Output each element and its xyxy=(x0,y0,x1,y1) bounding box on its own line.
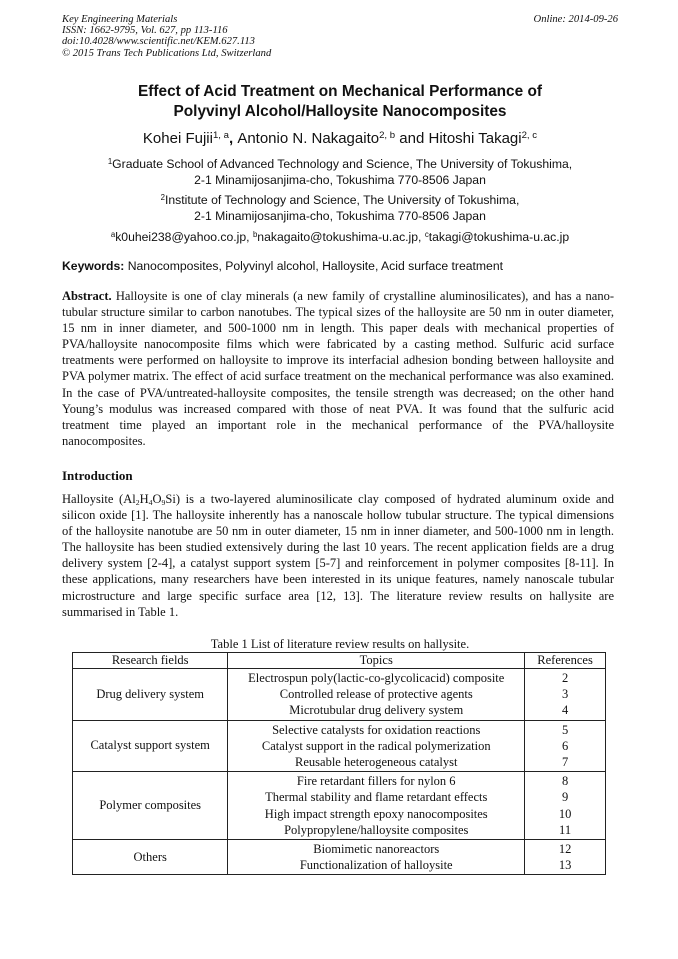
topic-item: Electrospun poly(lactic-co-glycolicacid) composite xyxy=(248,671,505,685)
author-name: Antonio N. Nakagaito xyxy=(237,130,380,147)
email-separator: , xyxy=(246,230,253,244)
formula-element: O xyxy=(152,492,162,506)
author-affiliation-marker: 2, c xyxy=(521,129,538,141)
affiliation-1 xyxy=(62,157,618,188)
literature-review-table xyxy=(72,652,606,875)
topic-item: Fire retardant fillers for nylon 6 xyxy=(296,774,456,789)
introduction-paragraph xyxy=(62,491,614,620)
intro-text: ) is a two-layered aluminosilicate clay composed of hydrated aluminum oxide and silicon oxide [1]. The halloysite inherently has a nanoscale hollow tubular structure. The typical dimensions of the halloysite nanotube are 50 nm in outer diameter, 15 nm in inner diameter, and 500-1000 nm in length. The halloysite has been studied extensively during the last 10 years. The recent application fields are a drug delivery system [2-4], a catalyst support system [5-7] and reinforcement in polymer composites [8-11]. In these applications, many researchers have been interested in its unique features, namely nanoscale tubular microstructure and large specific surface area [12, 13]. The literature review results on hallysite are summarised in Table 1. xyxy=(62,492,615,619)
email-marker: b xyxy=(252,229,258,239)
topics-cell xyxy=(228,669,525,721)
email-marker: c xyxy=(424,229,429,239)
author-separator: , xyxy=(228,130,238,147)
intro-lead: Halloysite ( xyxy=(62,492,124,506)
reference-number: 13 xyxy=(558,858,572,873)
reference-number: 6 xyxy=(561,738,569,753)
title-line-1: Effect of Acid Treatment on Mechanical Performance of xyxy=(138,83,542,100)
abstract-text: Halloysite is one of clay minerals (a new family of crystalline aluminosilicates), and has a nano-tubular structure similar to carbon nanotubes. The typical sizes of the halloysite are 50 nm in outer diameter, 15 nm in inner diameter, and 500-1000 nm in length. This paper deals with mechanical properties of PVA/halloysite nanocomposite films which were fabricated by a casting method. Sulfuric acid surface treatments were performed on halloysite to improve its interfacial adhesion bonding between halloysite and PVA polymer matrix. The effect of acid surface treatment on the mechanical performance was also examined. In the case of PVA/untreated-halloysite composites, the tensile strength was decreased; on the other hand Young’s modulus was increased compared with those of neat PVA. It was found that the sulfuric acid treatment time played an important role in the mechanical performance of the PVA/halloysite nanocomposites. xyxy=(62,289,615,448)
formula-element: Si xyxy=(165,492,176,506)
reference-number: 3 xyxy=(561,687,569,702)
header-references: References xyxy=(525,653,606,669)
abstract xyxy=(62,288,614,449)
reference-number: 10 xyxy=(558,806,572,821)
affiliation-1-line-1: Graduate School of Advanced Technology and Science, The University of Tokushima, xyxy=(112,157,573,171)
header-topics: Topics xyxy=(228,653,525,669)
topics-cell xyxy=(228,720,525,772)
keywords-label: Keywords: xyxy=(62,259,125,273)
table-row xyxy=(73,669,606,721)
research-field-cell: Others xyxy=(73,840,228,875)
email-separator: , xyxy=(418,230,425,244)
email-marker: a xyxy=(110,229,116,239)
table-row xyxy=(73,720,606,772)
reference-number: 4 xyxy=(561,703,569,718)
reference-number: 11 xyxy=(559,822,572,837)
table-header-row xyxy=(73,653,606,669)
topics-cell xyxy=(228,772,525,840)
affiliation-2-line-1: Institute of Technology and Science, The University of Tokushima, xyxy=(165,193,520,207)
formula-subscript: 2 xyxy=(135,498,140,508)
author-affiliation-marker: 2, b xyxy=(379,129,396,141)
formula-subscript: 9 xyxy=(161,498,166,508)
topic-item: Polypropylene/halloysite composites xyxy=(284,822,469,837)
reference-number: 5 xyxy=(561,722,569,737)
affiliation-2-marker: 2 xyxy=(160,192,166,202)
topics-cell xyxy=(228,840,525,875)
author-separator: and xyxy=(395,130,429,147)
email-address: k0uhei238@yahoo.co.jp xyxy=(115,230,247,244)
formula-element: H xyxy=(139,492,149,506)
author-list xyxy=(62,130,618,147)
affiliation-1-marker: 1 xyxy=(107,156,113,166)
research-field-cell: Drug delivery system xyxy=(73,669,228,721)
reference-number: 12 xyxy=(558,842,572,857)
reference-number: 2 xyxy=(561,671,569,685)
paper-title xyxy=(62,82,618,121)
keywords-text: Nanocomposites, Polyvinyl alcohol, Halloysite, Acid surface treatment xyxy=(127,259,503,273)
table-row xyxy=(73,840,606,875)
topic-item: Thermal stability and flame retardant effects xyxy=(265,790,488,805)
topic-item: Microtubular drug delivery system xyxy=(289,703,464,718)
affiliation-2 xyxy=(62,193,618,224)
author-name: Kohei Fujii xyxy=(142,130,213,147)
affiliation-1-line-2: 2-1 Minamijosanjima-cho, Tokushima 770-8506 Japan xyxy=(194,172,486,187)
affiliation-2-line-2: 2-1 Minamijosanjima-cho, Tokushima 770-8506 Japan xyxy=(194,208,486,223)
author-affiliation-marker: 1, a xyxy=(212,129,229,141)
references-cell xyxy=(525,720,606,772)
header-research-fields: Research fields xyxy=(73,653,228,669)
table-caption: Table 1 List of literature review results on hallysite. xyxy=(210,637,470,651)
email-list xyxy=(62,230,618,246)
keywords xyxy=(62,259,618,273)
research-field-cell: Polymer composites xyxy=(73,772,228,840)
issn-line: ISSN: 1662-9795, Vol. 627, pp 113-116 xyxy=(62,25,228,37)
references-cell xyxy=(525,772,606,840)
email-address: nakagaito@tokushima-u.ac.jp xyxy=(257,230,419,244)
email-address: takagi@tokushima-u.ac.jp xyxy=(428,230,570,244)
reference-number: 9 xyxy=(561,790,569,805)
introduction-heading: Introduction xyxy=(62,468,133,483)
research-field-cell: Catalyst support system xyxy=(73,720,228,772)
formula-element: Al xyxy=(123,492,136,506)
copyright-line: © 2015 Trans Tech Publications Ltd, Switzerland xyxy=(62,47,272,59)
doi-line: doi:10.4028/www.scientific.net/KEM.627.113 xyxy=(62,36,255,48)
topic-item: Reusable heterogeneous catalyst xyxy=(295,755,458,770)
journal-name: Key Engineering Materials xyxy=(62,14,178,25)
title-line-2: Polyvinyl Alcohol/Halloysite Nanocomposites xyxy=(173,102,507,120)
references-cell xyxy=(525,840,606,875)
reference-number: 8 xyxy=(561,774,569,789)
references-cell xyxy=(525,669,606,721)
halloysite-formula xyxy=(123,492,176,506)
topic-item: Controlled release of protective agents xyxy=(279,687,473,702)
author-name: Hitoshi Takagi xyxy=(428,130,522,147)
topic-item: Selective catalysts for oxidation reactions xyxy=(272,722,481,737)
topic-item: Catalyst support in the radical polymerization xyxy=(261,738,491,753)
abstract-label: Abstract. xyxy=(62,289,112,303)
formula-subscript: 4 xyxy=(148,498,153,508)
journal-header xyxy=(62,14,618,59)
online-date: Online: 2014-09-26 xyxy=(533,14,618,25)
topic-item: Biomimetic nanoreactors xyxy=(313,842,440,857)
table-row xyxy=(73,772,606,840)
topic-item: Functionalization of halloysite xyxy=(299,858,453,873)
reference-number: 7 xyxy=(561,755,569,770)
topic-item: High impact strength epoxy nanocomposites xyxy=(264,806,488,821)
